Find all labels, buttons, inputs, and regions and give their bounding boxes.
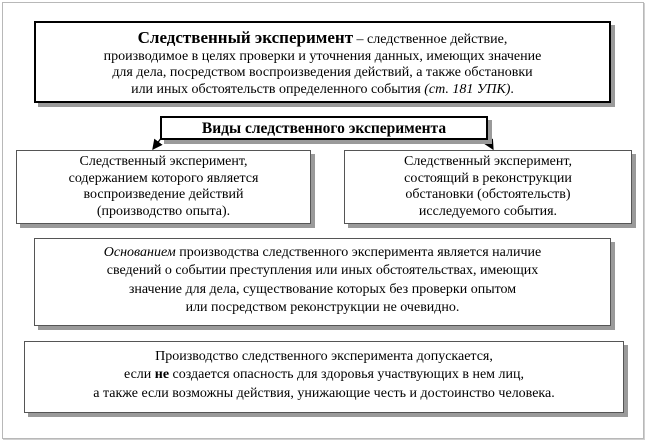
definition-line-1 xyxy=(42,28,603,49)
basis-box xyxy=(34,238,611,326)
definition-line-4 xyxy=(42,82,603,99)
type-right-line-2: состоящий в реконструкции xyxy=(404,170,572,186)
definition-line4-end: . xyxy=(510,81,514,97)
basis-line-2: сведений о событии преступления или иных обстоятельствах, имеющих xyxy=(106,263,539,279)
permission-line-1: Производство следственного эксперимента допускается, xyxy=(155,349,493,364)
permission-line-3: а также если возможны действия, унижающие честь и достоинство человека. xyxy=(93,385,555,401)
type-right-line-1: Следственный эксперимент, xyxy=(404,154,572,169)
definition-line1-rest: – следственное действие, xyxy=(353,32,508,47)
definition-box xyxy=(34,21,611,103)
basis-line-3: значение для дела, существование которых без проверки опытом xyxy=(128,281,517,297)
definition-line-2: производимое в целях проверки и уточнения данных, имеющих значение xyxy=(103,48,542,64)
type-right-line-4: исследуемого события. xyxy=(418,203,558,219)
type-left-line-4: (производство опыта). xyxy=(96,203,231,219)
permission-line-2 xyxy=(25,366,623,384)
permission-line2-pre: если xyxy=(124,367,155,383)
types-heading-box xyxy=(160,116,488,140)
definition-line4-text: или иных обстоятельств определенного события xyxy=(131,81,425,97)
permission-line2-post: создается опасность для здоровья участвующих в нем лиц, xyxy=(169,367,524,383)
basis-line-4: или посредством реконструкции не очевидно. xyxy=(185,300,460,316)
type-reconstruction-box xyxy=(344,150,632,224)
basis-line-1 xyxy=(35,244,610,262)
permission-negation: не xyxy=(154,367,170,383)
types-heading: Виды следственного эксперимента xyxy=(201,120,447,137)
basis-term: Основанием xyxy=(103,245,176,260)
type-left-line-2: содержанием которого является xyxy=(68,170,259,186)
type-reproduction-box xyxy=(16,150,311,224)
definition-law-reference: (ст. 181 УПК) xyxy=(424,81,511,97)
definition-term: Следственный эксперимент xyxy=(137,28,354,47)
type-left-line-3: воспроизведение действий xyxy=(83,187,244,203)
basis-line1-rest: производства следственного эксперимента является наличие xyxy=(175,245,542,260)
definition-line-3: для дела, посредством воспроизведения действий, а также обстановки xyxy=(112,65,533,81)
permission-box xyxy=(24,341,624,413)
type-left-line-1: Следственный эксперимент, xyxy=(79,154,248,169)
type-right-line-3: обстановки (обстоятельств) xyxy=(405,187,571,203)
